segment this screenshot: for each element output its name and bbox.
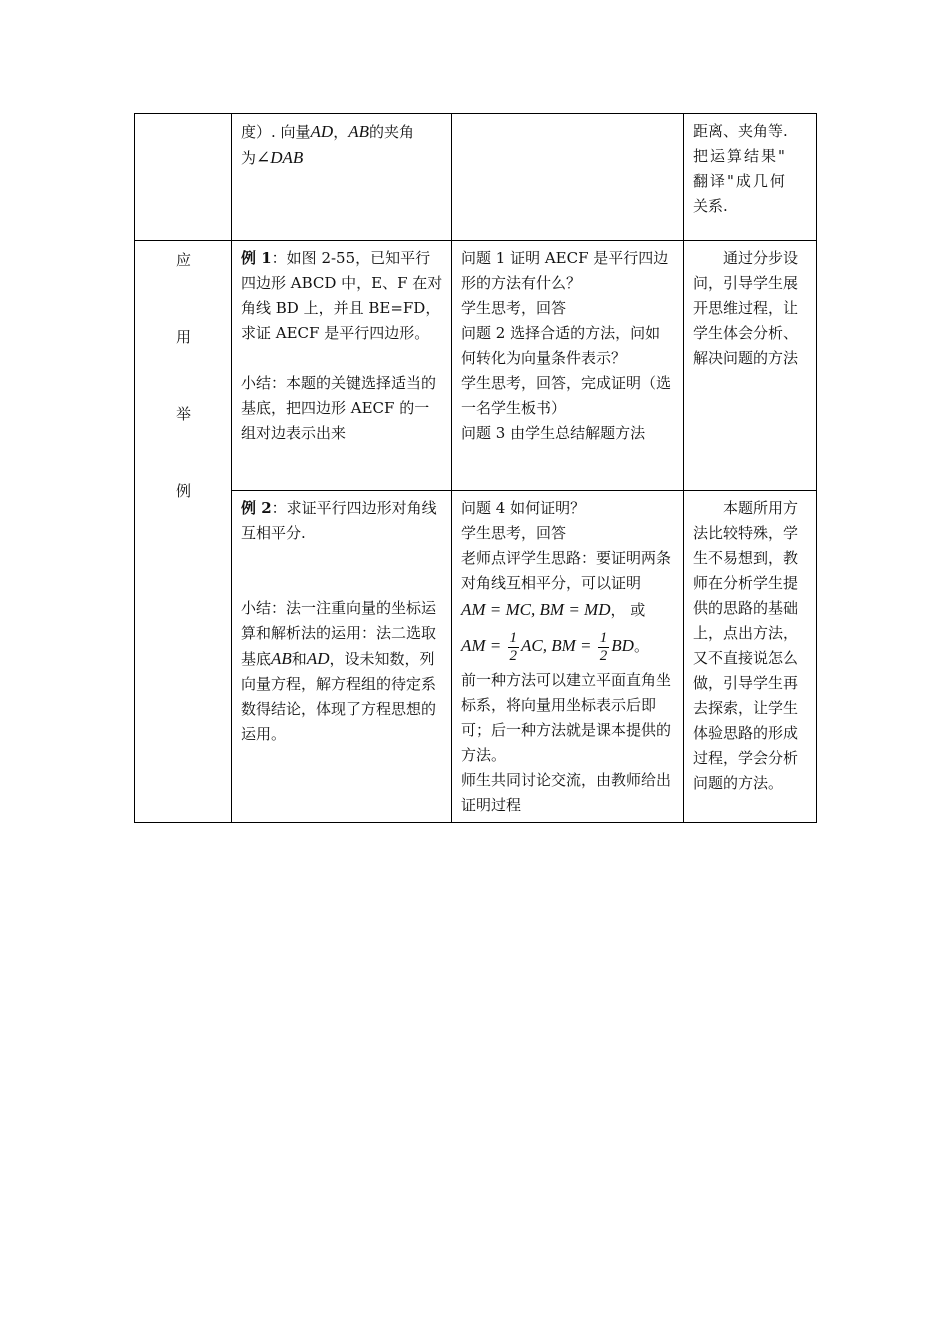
text: 。 (633, 637, 649, 655)
process-line: 学生思考，回答，完成证明（选一名学生板书） (461, 374, 672, 417)
process-line: 问题 2 选择合适的方法，问如何转化为向量条件表示？ (461, 324, 661, 367)
process-line: 前一种方法可以建立平面直角坐标系，将向量用坐标表示后即可；后一种方法就是课本提供的方法。 (461, 671, 672, 764)
content-cell (232, 114, 452, 241)
example1-process-cell (452, 241, 684, 491)
example1-intent-cell (684, 241, 817, 491)
vector-ad: AD (310, 122, 334, 141)
section-label-cell (135, 241, 232, 823)
section-char: 举 (175, 405, 191, 423)
vector-ab: AB (271, 649, 292, 668)
example2-intent-cell (684, 491, 817, 823)
section-cell-empty (135, 114, 232, 241)
text: ，设未知数，列向量方程，解方程组的待定系数得结论，体现了方程思想的运用。 (241, 650, 437, 743)
vector-ad: AD (306, 649, 330, 668)
process-line: 学生思考，回答 (461, 524, 567, 542)
equation-2-mid: AC, BM = (521, 636, 592, 655)
intent-line: 翻译"成几何 (693, 172, 787, 190)
example2-summary: 小结：法一注重向量的坐标运算和解析法的运用：法二选取基底 (241, 599, 437, 668)
equation-2-right: BD (611, 636, 634, 655)
text: ， 或 (610, 601, 646, 619)
process-line: 问题 3 由学生总结解题方法 (461, 424, 646, 442)
intent-line: 关系. (693, 197, 728, 215)
process-line: 问题 1 证明 AECF 是平行四边形的方法有什么？ (461, 249, 669, 292)
intent-text: 本题所用方法比较特殊，学生不易想到，教师在分析学生提供的思路的基础上，点出方法，又不直接说怎么做，引导学生再去探索，让学生体验思路的形成过程，学会分析问题的方法。 (693, 499, 799, 792)
process-cell-empty (452, 114, 684, 241)
example2-cell (232, 491, 452, 823)
example2-process-cell (452, 491, 684, 823)
example1-cell (232, 241, 452, 491)
section-char: 应 (175, 251, 191, 269)
text: ， (333, 123, 349, 141)
example2-text: ：求证平行四边形对角线互相平分. (241, 499, 437, 542)
example1-label: 例 1 (241, 249, 272, 267)
angle-dab: ∠DAB (256, 148, 304, 167)
example1-text: ：如图 2-55，已知平行四边形 ABCD 中，E、F 在对角线 BD 上，并且 BE=FD，求证 AECF 是平行四边形。 (241, 249, 443, 342)
section-char: 用 (175, 328, 191, 346)
table-row (135, 241, 817, 491)
intent-line: 把运算结果" (693, 147, 787, 165)
intent-line: 距离、夹角等. (693, 122, 788, 140)
text: 度）. 向量 (241, 123, 311, 141)
equation-1: AM = MC, BM = MD (461, 600, 611, 619)
table-row (135, 114, 817, 241)
vector-ab: AB (348, 122, 370, 141)
intent-cell (684, 114, 817, 241)
process-line: 老师点评学生思路：要证明两条对角线互相平分，可以证明 (461, 549, 672, 592)
text: 为 (241, 149, 257, 167)
table-row (135, 491, 817, 823)
lesson-plan-table (134, 113, 817, 823)
fraction: $\frac{1}{2}$ (509, 629, 518, 664)
intent-text: 通过分步设问，引导学生展开思维过程，让学生体会分析、解决问题的方法 (693, 249, 799, 367)
process-line: 问题 4 如何证明？ (461, 499, 586, 517)
section-char: 例 (175, 482, 191, 500)
equation-2-left: AM = (461, 636, 502, 655)
process-line: 师生共同讨论交流，由教师给出证明过程 (461, 771, 672, 814)
text: 和 (291, 650, 307, 668)
example2-label: 例 2 (241, 499, 272, 517)
text: 的夹角 (369, 123, 415, 141)
fraction: $\frac{1}{2}$ (599, 629, 608, 664)
example1-summary: 小结：本题的关键选择适当的基底，把四边形 AECF 的一组对边表示出来 (241, 374, 437, 442)
process-line: 学生思考，回答 (461, 299, 567, 317)
